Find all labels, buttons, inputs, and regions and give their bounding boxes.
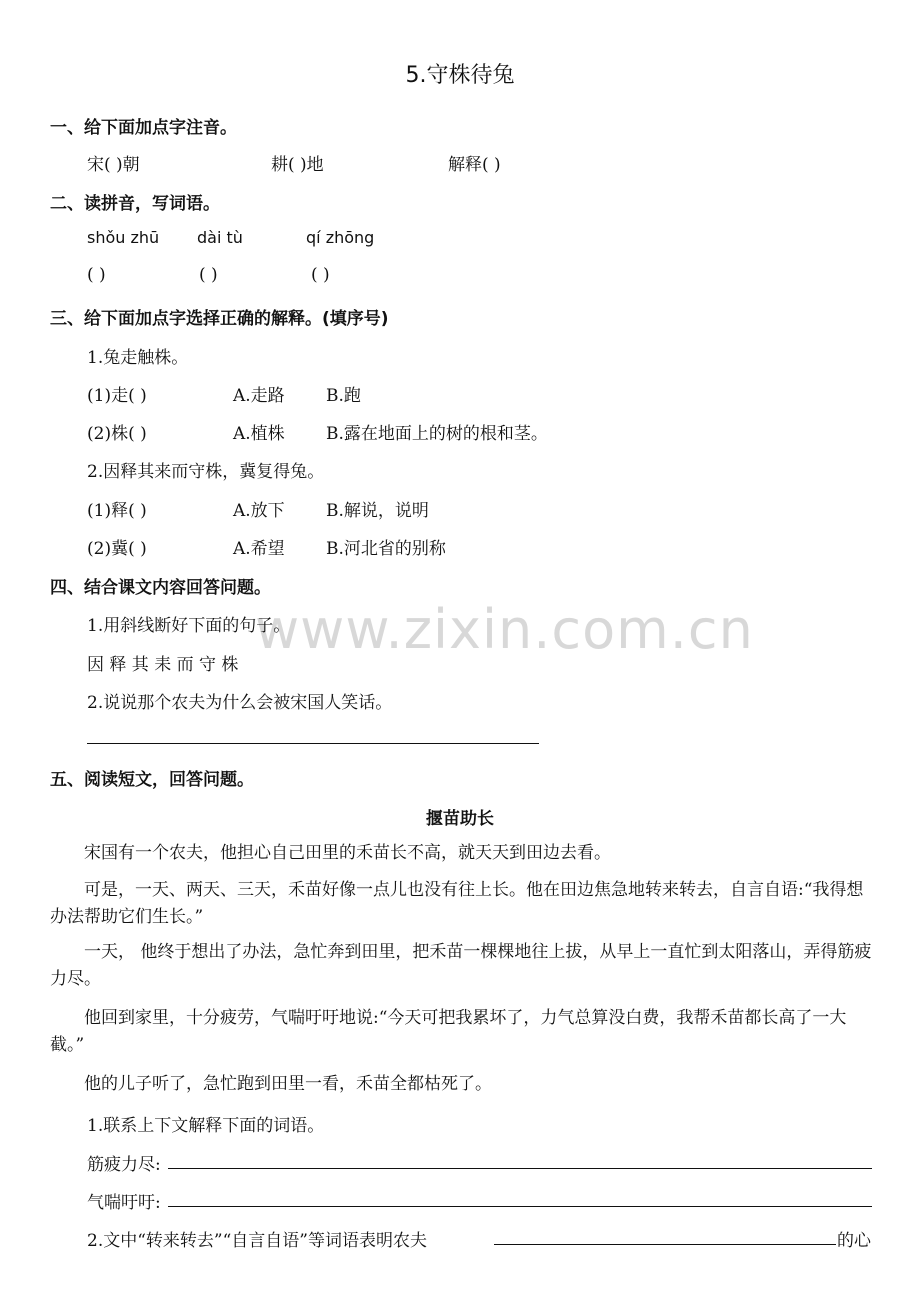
- s1-item-1: 宋( )朝: [87, 155, 140, 175]
- word-label-1: 筋疲力尽:: [87, 1155, 161, 1175]
- s3-q1b-option-a: A.植株: [233, 424, 285, 444]
- s3-q2b-option-b: B.河北省的别称: [326, 539, 446, 559]
- section-2-heading: 二、读拼音，写词语。: [50, 194, 220, 214]
- s3-q2b-option-a: A.希望: [233, 539, 285, 559]
- s5-question-2-suffix: 的心: [837, 1231, 871, 1251]
- s4-question-1: 1.用斜线断好下面的句子。: [87, 616, 291, 636]
- watermark: www.zixin.com.cn: [255, 598, 754, 661]
- s4-question-2: 2.说说那个农夫为什么会被宋国人笑话。: [87, 693, 393, 713]
- s3-q1b-option-b: B.露在地面上的树的根和茎。: [326, 424, 548, 444]
- s3-q1a-label: (1)走( ): [87, 386, 147, 406]
- word-answer-line-2[interactable]: [168, 1206, 872, 1207]
- s3-q2b-label: (2)冀( ): [87, 539, 147, 559]
- s1-item-2: 耕( )地: [271, 155, 324, 175]
- section-4-heading: 四、结合课文内容回答问题。: [50, 578, 271, 598]
- s3-q1a-option-a: A.走路: [233, 386, 285, 406]
- s3-q2a-option-a: A.放下: [233, 501, 285, 521]
- page-title: 5.守株待兔: [405, 63, 515, 88]
- pinyin-blank-3: ( ): [311, 265, 330, 285]
- story-paragraph-4: 他回到家里，十分疲劳，气喘吁吁地说:“今天可把我累坏了，力气总算没白费，我帮禾苗都长高了一大截。”: [50, 1008, 847, 1055]
- section-3-heading: 三、给下面加点字选择正确的解释。(填序号): [50, 309, 389, 329]
- story-paragraph-2: 可是，一天、两天、三天，禾苗好像一点儿也没有往上长。他在田边焦急地转来转去，自言自语:“我得想办法帮助它们生长。”: [50, 880, 864, 927]
- s4-sentence: 因 释 其 耒 而 守 株: [87, 655, 239, 675]
- section-1-heading: 一、给下面加点字注音。: [50, 118, 237, 138]
- s3-q1a-option-b: B.跑: [326, 386, 361, 406]
- s3-question-2: 2.因释其来而守株，冀复得兔。: [87, 462, 325, 482]
- word-label-2: 气喘吁吁:: [87, 1193, 161, 1213]
- pinyin-3: qí zhōng: [306, 228, 375, 247]
- s5-question-2-answer-line[interactable]: [494, 1244, 836, 1245]
- s5-question-1: 1.联系上下文解释下面的词语。: [87, 1116, 325, 1136]
- s3-q2a-label: (1)释( ): [87, 501, 147, 521]
- pinyin-1: shǒu zhū: [87, 228, 160, 247]
- story-title: 揠苗助长: [426, 809, 494, 829]
- s3-q2a-option-b: B.解说，说明: [326, 501, 429, 521]
- story-paragraph-5: 他的儿子听了，急忙跑到田里一看，禾苗全都枯死了。: [84, 1074, 492, 1094]
- pinyin-blank-2: ( ): [199, 265, 218, 285]
- s5-question-2-prefix: 2.文中“转来转去”“自言自语”等词语表明农夫: [87, 1231, 427, 1251]
- s4-answer-line[interactable]: [87, 743, 539, 744]
- story-paragraph-3: 一天， 他终于想出了办法，急忙奔到田里，把禾苗一棵棵地往上拔，从早上一直忙到太阳落山，弄得筋疲力尽。: [50, 942, 872, 989]
- pinyin-blank-1: ( ): [87, 265, 106, 285]
- pinyin-2: dài tù: [197, 228, 243, 247]
- section-5-heading: 五、阅读短文，回答问题。: [50, 770, 254, 790]
- s3-question-1: 1.兔走触株。: [87, 348, 189, 368]
- s1-item-3: 解释( ): [448, 155, 501, 175]
- story-paragraph-1: 宋国有一个农夫，他担心自己田里的禾苗长不高，就天天到田边去看。: [84, 843, 611, 863]
- word-answer-line-1[interactable]: [168, 1168, 872, 1169]
- s3-q1b-label: (2)株( ): [87, 424, 147, 444]
